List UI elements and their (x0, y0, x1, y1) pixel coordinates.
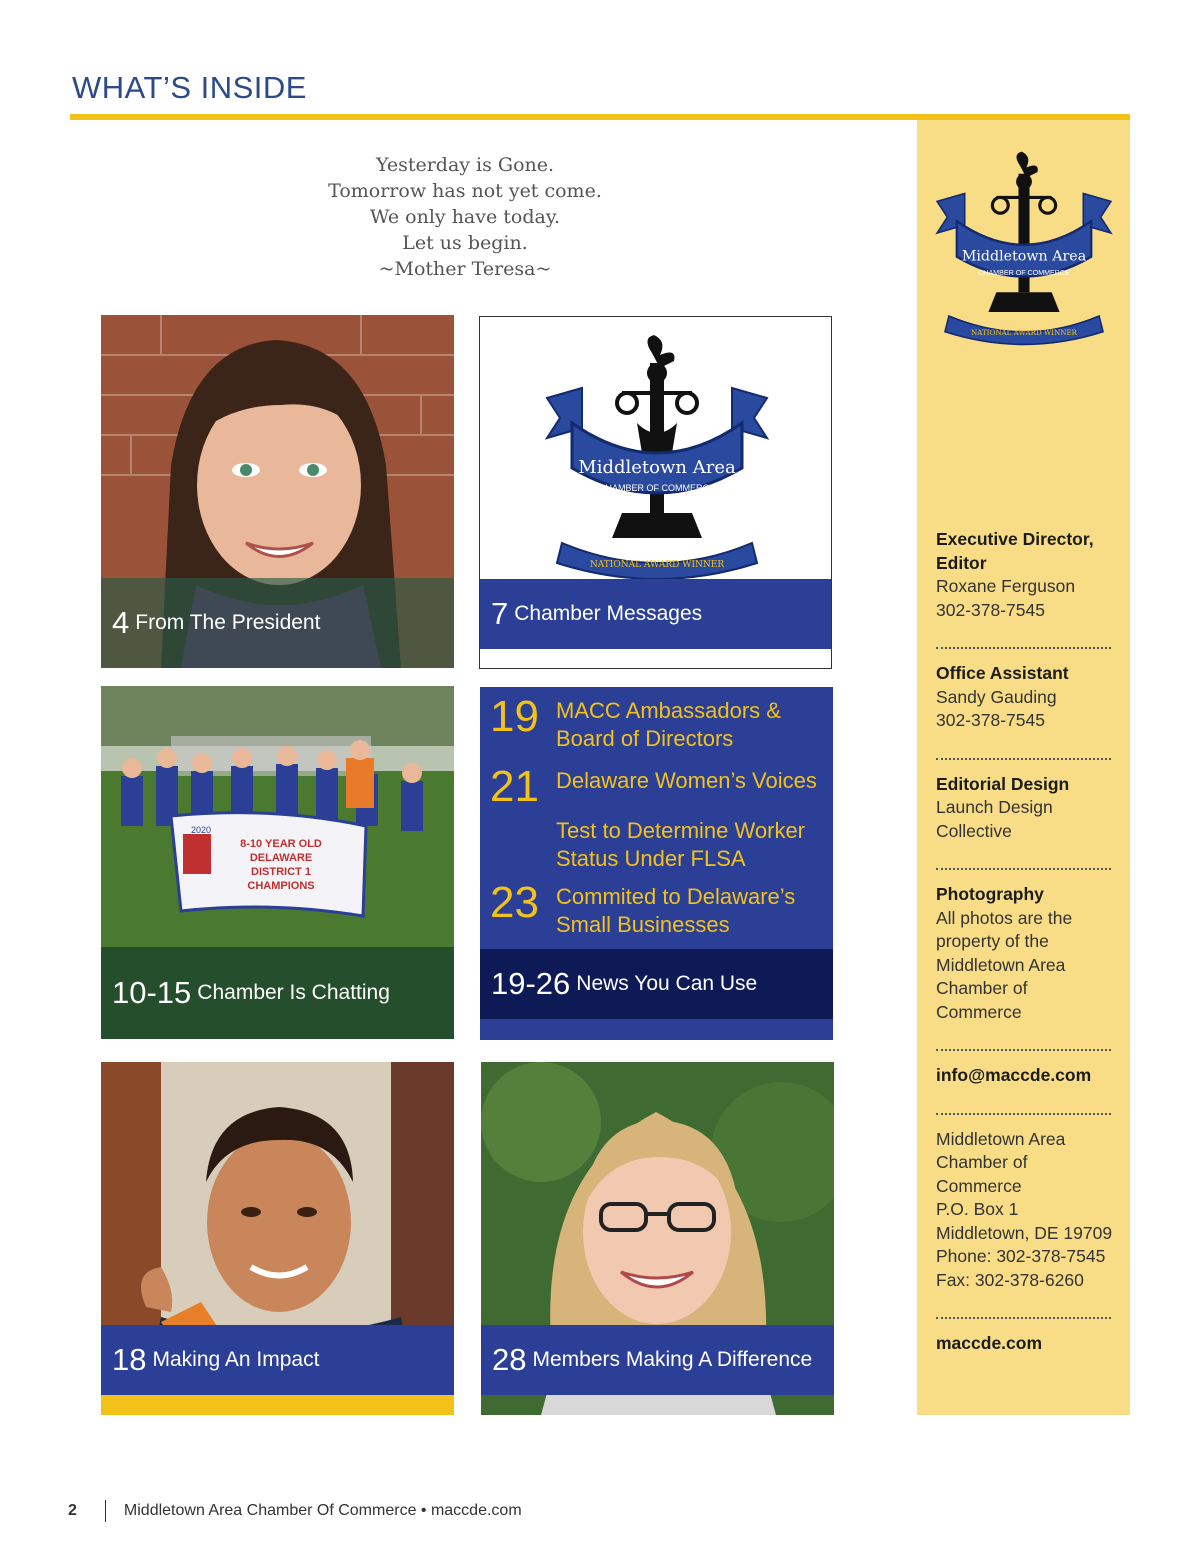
sidebar-logo-graphic (933, 150, 1115, 346)
masthead-heading: Photography (936, 884, 1044, 904)
masthead-text: Collective (936, 820, 1012, 841)
dotted-divider (936, 758, 1111, 760)
logo-name-text: Middletown Area (578, 457, 736, 478)
dotted-divider (936, 1317, 1111, 1319)
tile-footer-band (480, 1019, 833, 1040)
masthead-heading: Editorial Design (936, 773, 1070, 794)
masthead-heading: Office Assistant (936, 663, 1069, 683)
masthead-text: All photos are the property of the Middletown Area Chamber of Commerce (936, 907, 1073, 1022)
footer-text: Middletown Area Chamber Of Commerce • maccde.com (123, 1502, 522, 1519)
section-label: Members Making A Difference (532, 1348, 813, 1371)
tile-from-the-president[interactable] (101, 315, 454, 668)
logo-award-text: NATIONAL AWARD WINNER (589, 560, 725, 570)
tile-caption (101, 578, 454, 668)
news-title-line: Delaware Women’s Voices (556, 768, 817, 793)
email-link[interactable]: info@maccde.com (936, 1065, 1092, 1085)
tile-caption (481, 1325, 834, 1395)
page-number: 10-15 (112, 975, 192, 1010)
masthead-name: Sandy Gauding (936, 686, 1057, 707)
address-line: Middletown Area (936, 1128, 1066, 1149)
tile-caption (101, 947, 454, 1039)
masthead-name: Roxane Ferguson (936, 576, 1076, 596)
masthead-office (936, 662, 1116, 746)
tile-yellow-band (101, 1395, 454, 1415)
masthead-heading: Executive Director, Editor (936, 529, 1094, 573)
quote-line: Let us begin. (402, 232, 528, 254)
address-line: Chamber of (936, 1152, 1028, 1172)
news-title-line: Status Under FLSA (556, 846, 746, 871)
masthead-phone: 302-378-7545 (936, 599, 1045, 620)
banner-line: DISTRICT 1 (251, 866, 311, 878)
tile-caption (101, 1325, 454, 1395)
news-title-line: Commited to Delaware’s (556, 884, 796, 909)
address-line: Middletown, DE 19709 (936, 1222, 1113, 1243)
sidebar-logo-award: NATIONAL AWARD WINNER (970, 327, 1078, 337)
chamber-logo-graphic (542, 333, 772, 581)
sidebar-chamber-logo (933, 150, 1115, 346)
masthead-text: Launch Design (936, 797, 1053, 817)
tile-chamber-is-chatting[interactable] (101, 686, 454, 1039)
news-title-line: Board of Directors (556, 726, 734, 751)
masthead-address (936, 1128, 1116, 1306)
news-page-number: 23 (490, 878, 539, 927)
news-item[interactable] (490, 762, 830, 811)
chamber-logo (542, 333, 772, 581)
page-number: 18 (112, 1342, 147, 1377)
news-item[interactable] (490, 692, 830, 753)
quote-line: Tomorrow has not yet come. (328, 180, 602, 202)
section-label: Chamber Messages (514, 602, 703, 625)
address-line: Commerce (936, 1175, 1022, 1196)
website-link[interactable]: maccde.com (936, 1333, 1043, 1353)
page-number: 28 (492, 1342, 527, 1377)
footer-page-number: 2 (68, 1502, 77, 1519)
page-title: WHAT’S INSIDE (72, 70, 307, 105)
tile-caption (480, 579, 831, 649)
address-line: Phone: 302-378-7545 (936, 1246, 1106, 1266)
banner-year: 2020 (191, 825, 212, 835)
masthead-phone: 302-378-7545 (936, 710, 1045, 730)
page-number: 19-26 (491, 966, 571, 1001)
masthead-photography (936, 883, 1116, 1037)
tile-making-an-impact[interactable] (101, 1062, 454, 1415)
news-title-line: Small Businesses (556, 912, 730, 937)
quote (300, 152, 630, 282)
news-title-line: MACC Ambassadors & (556, 698, 781, 723)
news-page-number: 21 (490, 762, 539, 811)
dotted-divider (936, 1049, 1111, 1051)
masthead-email-block (936, 1064, 1116, 1101)
news-list (490, 692, 830, 951)
page-number: 4 (112, 605, 130, 640)
banner-line: 8-10 YEAR OLD (240, 838, 322, 850)
quote-line: Yesterday is Gone. (375, 154, 555, 176)
masthead (936, 528, 1116, 1369)
sidebar-logo-sub: CHAMBER OF COMMERCE (978, 268, 1070, 277)
dotted-divider (936, 868, 1111, 870)
logo-sub-text: CHAMBER OF COMMERCE (598, 483, 716, 493)
tile-caption (480, 949, 833, 1019)
sidebar (917, 120, 1130, 1415)
news-item[interactable] (490, 878, 830, 939)
address-line: Fax: 302-378-6260 (936, 1269, 1084, 1290)
banner-line: CHAMPIONS (247, 880, 315, 892)
footer-separator (105, 1500, 106, 1522)
quote-attribution: ~Mother Teresa~ (378, 258, 552, 280)
dotted-divider (936, 1113, 1111, 1115)
section-label: News You Can Use (576, 972, 758, 995)
masthead-executive (936, 528, 1116, 635)
dotted-divider (936, 647, 1111, 649)
tile-chamber-messages[interactable] (479, 316, 832, 669)
news-page-number: 19 (490, 692, 539, 741)
section-label: Chamber Is Chatting (197, 981, 390, 1004)
masthead-design (936, 773, 1116, 857)
banner-line: DELAWARE (249, 852, 313, 864)
tile-members-making-a-difference[interactable] (481, 1062, 834, 1415)
address-line: P.O. Box 1 (936, 1199, 1019, 1219)
page-footer (68, 1500, 522, 1522)
sidebar-logo-name: Middletown Area (961, 248, 1087, 265)
tile-news-you-can-use[interactable] (480, 687, 833, 1040)
masthead-website-block (936, 1332, 1116, 1369)
news-title-line: Test to Determine Worker (556, 818, 806, 843)
section-label: Making An Impact (152, 1348, 320, 1371)
quote-line: We only have today. (369, 206, 561, 228)
news-item[interactable] (490, 815, 830, 873)
page-number: 7 (491, 596, 509, 631)
section-label: From The President (135, 611, 321, 634)
